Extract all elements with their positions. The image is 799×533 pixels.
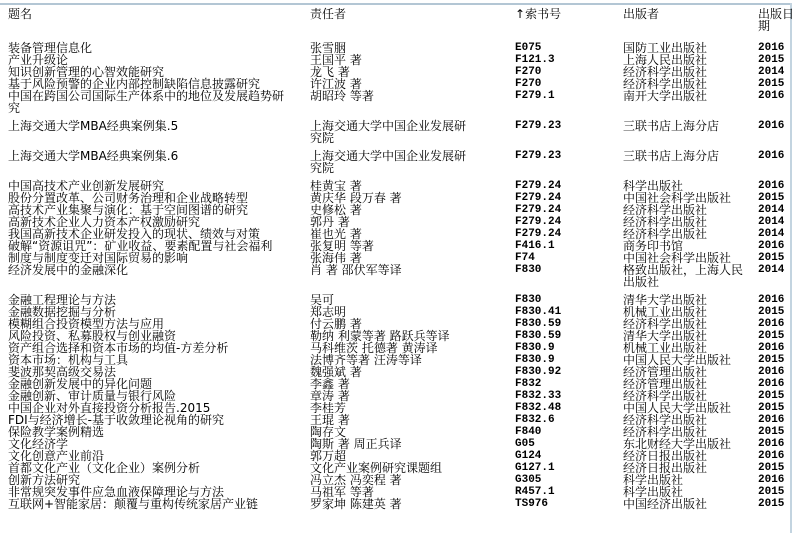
title-cell: 非常规突发事件应急血液保障理论与方法 xyxy=(8,485,225,499)
pub-year-cell: 2014 xyxy=(758,264,785,276)
author-cell: 胡昭玲 等著 xyxy=(310,89,374,103)
publisher-cell: 中国社会科学出版社 xyxy=(623,191,732,205)
pub-year-cell: 2016 xyxy=(758,378,785,390)
publisher-cell: 经济科学出版社 xyxy=(623,317,708,331)
author-cell: 章涛 著 xyxy=(310,389,350,403)
publisher-cell: 格致出版社，上海人民出版社 xyxy=(623,263,744,289)
pub-year-cell: 2016 xyxy=(758,42,785,54)
title-cell: 破解“资源诅咒”：矿业收益、要素配置与社会福利 xyxy=(8,239,273,253)
publisher-cell: 机械工业出版社 xyxy=(623,341,708,355)
title-cell: 资本市场：机构与工具 xyxy=(8,353,129,367)
publisher-cell: 经济科学出版社 xyxy=(623,227,708,241)
call-number-cell: F279.24 xyxy=(515,216,562,228)
author-cell: 郑志明 xyxy=(310,305,347,319)
call-number-cell: F121.3 xyxy=(515,54,555,66)
call-number-cell: F279.24 xyxy=(515,204,562,216)
call-number-cell: G124 xyxy=(515,450,542,462)
title-cell: 上海交通大学MBA经典案例集.5 xyxy=(8,119,179,133)
author-cell: 龙飞 著 xyxy=(310,65,350,79)
call-number-cell: F830.92 xyxy=(515,366,562,378)
call-number-cell: F279.24 xyxy=(515,228,562,240)
column-header-call-number-label: 索书号 xyxy=(525,7,562,21)
table-body xyxy=(8,42,796,510)
publisher-cell: 经济科学出版社 xyxy=(623,65,708,79)
pub-year-cell: 2016 xyxy=(758,180,785,192)
title-cell: 斐波那契高级交易法 xyxy=(8,365,117,379)
pub-year-cell: 2014 xyxy=(758,216,785,228)
title-cell: 中国企业对外直接投资分析报告.2015 xyxy=(8,401,211,415)
call-number-cell: E075 xyxy=(515,42,542,54)
pub-year-cell: 2015 xyxy=(758,402,785,414)
pub-year-cell: 2015 xyxy=(758,78,785,90)
title-cell: 经济发展中的金融深化 xyxy=(8,263,129,277)
pub-year-cell: 2014 xyxy=(758,204,785,216)
author-cell: 郭万超 xyxy=(310,449,347,463)
pub-year-cell: 2016 xyxy=(758,240,785,252)
row-group xyxy=(8,42,796,114)
author-cell: 勒纳 利蒙等著 路跃兵等译 xyxy=(310,329,450,343)
author-cell: 上海交通大学中国企业发展研究院 xyxy=(310,149,467,175)
author-cell: 马科维茨 托德著 黄涛译 xyxy=(310,341,438,355)
publisher-cell: 经济日报出版社 xyxy=(623,461,708,475)
column-header-title[interactable]: 题名 xyxy=(8,7,33,21)
publisher-cell: 中国经济出版社 xyxy=(623,497,708,511)
author-cell: 文化产业案例研究课题组 xyxy=(310,461,443,475)
call-number-cell: G127.1 xyxy=(515,462,555,474)
publisher-cell: 南开大学出版社 xyxy=(623,89,708,103)
author-cell: 陶存文 xyxy=(310,425,347,439)
publisher-cell: 国防工业出版社 xyxy=(623,41,708,55)
pub-year-cell: 2015 xyxy=(758,192,785,204)
table-row xyxy=(8,120,796,144)
author-cell: 张复明 等著 xyxy=(310,239,374,253)
author-cell: 陶斯 著 周正兵译 xyxy=(310,437,402,451)
pub-year-cell: 2016 xyxy=(758,318,785,330)
publisher-cell: 清华大学出版社 xyxy=(623,329,708,343)
call-number-cell: F279.24 xyxy=(515,180,562,192)
publisher-cell: 经济日报出版社 xyxy=(623,449,708,463)
title-cell: 金融工程理论与方法 xyxy=(8,293,117,307)
pub-year-cell: 2015 xyxy=(758,390,785,402)
title-cell: 产业升级论 xyxy=(8,53,69,67)
pub-year-cell: 2015 xyxy=(758,462,785,474)
pub-year-cell: 2015 xyxy=(758,330,785,342)
author-cell: 肖 著 邵伏军等译 xyxy=(310,263,402,277)
call-number-cell: F830.41 xyxy=(515,306,562,318)
publisher-cell: 三联书店上海分店 xyxy=(623,149,720,163)
title-cell: 知识创新管理的心智效能研究 xyxy=(8,65,165,79)
pub-year-cell: 2015 xyxy=(758,426,785,438)
title-cell: 互联网+智能家居：颠覆与重构传统家居产业链 xyxy=(8,497,259,511)
call-number-cell: F832.33 xyxy=(515,390,562,402)
pub-year-cell: 2016 xyxy=(758,414,785,426)
pub-year-cell: 2016 xyxy=(758,342,785,354)
publisher-cell: 机械工业出版社 xyxy=(623,305,708,319)
call-number-cell: F830 xyxy=(515,294,542,306)
table-row xyxy=(8,90,796,114)
publisher-cell: 科学出版社 xyxy=(623,179,684,193)
table-row xyxy=(8,264,796,288)
title-cell: 金融数据挖掘与分析 xyxy=(8,305,117,319)
title-cell: 高新技术企业人力资本产权激励研究 xyxy=(8,215,201,229)
author-cell: 王琨 著 xyxy=(310,413,350,427)
publisher-cell: 东北财经大学出版社 xyxy=(623,437,732,451)
pub-year-cell: 2015 xyxy=(758,54,785,66)
author-cell: 崔也光 著 xyxy=(310,227,362,241)
author-cell: 张雪胭 xyxy=(310,41,347,55)
publisher-cell: 经济科学出版社 xyxy=(623,389,708,403)
call-number-cell: F270 xyxy=(515,78,542,90)
title-cell: 装备管理信息化 xyxy=(8,41,93,55)
publisher-cell: 经济科学出版社 xyxy=(623,413,708,427)
results-table xyxy=(8,8,796,510)
call-number-cell: F832.6 xyxy=(515,414,555,426)
title-cell: 文化创意产业前沿 xyxy=(8,449,105,463)
column-header-author[interactable]: 责任者 xyxy=(310,7,347,21)
pub-year-cell: 2016 xyxy=(758,450,785,462)
call-number-cell: F832.48 xyxy=(515,402,562,414)
author-cell: 李鑫 著 xyxy=(310,377,350,391)
publisher-cell: 经济科学出版社 xyxy=(623,425,708,439)
pub-year-cell: 2014 xyxy=(758,66,785,78)
publisher-cell: 经济科学出版社 xyxy=(623,77,708,91)
call-number-cell: F832 xyxy=(515,378,542,390)
pub-year-cell: 2016 xyxy=(758,90,785,102)
sort-ascending-icon: ↑ xyxy=(515,7,526,21)
call-number-cell: F279.24 xyxy=(515,192,562,204)
author-cell: 许江波 著 xyxy=(310,77,362,91)
author-cell: 史修松 著 xyxy=(310,203,362,217)
call-number-cell: F279.23 xyxy=(515,150,562,162)
publisher-cell: 经济科学出版社 xyxy=(623,203,708,217)
table-header-row xyxy=(8,8,796,32)
pub-year-cell: 2016 xyxy=(758,120,785,132)
publisher-cell: 科学出版社 xyxy=(623,473,684,487)
author-cell: 张海伟 著 xyxy=(310,251,362,265)
author-cell: 李桂芳 xyxy=(310,401,347,415)
title-cell: 文化经济学 xyxy=(8,437,69,451)
pub-year-cell: 2015 xyxy=(758,252,785,264)
author-cell: 魏强斌 著 xyxy=(310,365,362,379)
publisher-cell: 三联书店上海分店 xyxy=(623,119,720,133)
call-number-cell: TS976 xyxy=(515,498,549,510)
author-cell: 上海交通大学中国企业发展研究院 xyxy=(310,119,467,145)
call-number-cell: F279.23 xyxy=(515,120,562,132)
publisher-cell: 清华大学出版社 xyxy=(623,293,708,307)
column-header-publisher[interactable]: 出版者 xyxy=(623,7,660,21)
publisher-cell: 经济科学出版社 xyxy=(623,215,708,229)
title-cell: 股份分置改革、公司财务治理和企业战略转型 xyxy=(8,191,249,205)
author-cell: 吴可 xyxy=(310,293,335,307)
title-cell: 中国高技术产业创新发展研究 xyxy=(8,179,165,193)
call-number-cell: F830.59 xyxy=(515,330,562,342)
publisher-cell: 中国社会科学出版社 xyxy=(623,251,732,265)
row-group xyxy=(8,120,796,144)
author-cell: 郭丹 著 xyxy=(310,215,350,229)
author-cell: 黄庆华 段万春 著 xyxy=(310,191,402,205)
title-cell: 中国在跨国公司国际生产体系中的地位及发展趋势研究 xyxy=(8,89,285,115)
title-cell: 创新方法研究 xyxy=(8,473,81,487)
title-cell: 风险投资、私募股权与创业融资 xyxy=(8,329,177,343)
author-cell: 罗家坤 陈建英 著 xyxy=(310,497,402,511)
title-cell: 资产组合选择和资本市场的均值-方差分析 xyxy=(8,341,229,355)
author-cell: 付云鹏 著 xyxy=(310,317,362,331)
title-cell: 我国高新技术企业研发投入的现状、绩效与对策 xyxy=(8,227,261,241)
call-number-cell: R457.1 xyxy=(515,486,555,498)
pub-year-cell: 2016 xyxy=(758,294,785,306)
call-number-cell: F270 xyxy=(515,66,542,78)
table-row xyxy=(8,498,796,510)
title-cell: 保险教学案例精选 xyxy=(8,425,105,439)
publisher-cell: 中国人民大学出版社 xyxy=(623,401,732,415)
row-group xyxy=(8,180,796,288)
title-cell: 高技术产业集聚与演化：基于空间图谱的研究 xyxy=(8,203,249,217)
row-group xyxy=(8,294,796,510)
title-cell: FDI与经济增长-基于收敛理论视角的研究 xyxy=(8,413,225,427)
call-number-cell: F830.9 xyxy=(515,342,555,354)
title-cell: 基于风险预警的企业内部控制缺陷信息披露研究 xyxy=(8,77,261,91)
call-number-cell: F830 xyxy=(515,264,542,276)
table-top-border xyxy=(0,3,792,5)
pub-year-cell: 2015 xyxy=(758,498,785,510)
publisher-cell: 科学出版社 xyxy=(623,485,684,499)
call-number-cell: F74 xyxy=(515,252,535,264)
publisher-cell: 中国人民大学出版社 xyxy=(623,353,732,367)
call-number-cell: F830.9 xyxy=(515,354,555,366)
author-cell: 王国平 著 xyxy=(310,53,362,67)
author-cell: 法博齐等著 汪涛等译 xyxy=(310,353,422,367)
column-header-pub-date[interactable]: 出版日期 xyxy=(758,7,795,33)
title-cell: 金融创新、审计质量与银行风险 xyxy=(8,389,177,403)
pub-year-cell: 2015 xyxy=(758,306,785,318)
table-row xyxy=(8,150,796,174)
title-cell: 金融创新发展中的异化问题 xyxy=(8,377,153,391)
call-number-cell: F279.1 xyxy=(515,90,555,102)
author-cell: 马祖军 等著 xyxy=(310,485,374,499)
row-group xyxy=(8,150,796,174)
pub-year-cell: 2016 xyxy=(758,150,785,162)
call-number-cell: G05 xyxy=(515,438,535,450)
call-number-cell: F840 xyxy=(515,426,542,438)
title-cell: 模糊组合投资模型方法与应用 xyxy=(8,317,165,331)
publisher-cell: 经济管理出版社 xyxy=(623,365,708,379)
pub-year-cell: 2015 xyxy=(758,354,785,366)
pub-year-cell: 2016 xyxy=(758,438,785,450)
call-number-cell: G305 xyxy=(515,474,542,486)
publisher-cell: 上海人民出版社 xyxy=(623,53,708,67)
author-cell: 桂黄宝 著 xyxy=(310,179,362,193)
title-cell: 上海交通大学MBA经典案例集.6 xyxy=(8,149,179,163)
pub-year-cell: 2016 xyxy=(758,366,785,378)
pub-year-cell: 2014 xyxy=(758,228,785,240)
pub-year-cell: 2016 xyxy=(758,474,785,486)
author-cell: 冯立杰 冯奕程 著 xyxy=(310,473,402,487)
column-header-call-number[interactable] xyxy=(515,8,623,20)
publisher-cell: 经济管理出版社 xyxy=(623,377,708,391)
title-cell: 制度与制度变迁对国际贸易的影响 xyxy=(8,251,189,265)
pub-year-cell: 2015 xyxy=(758,486,785,498)
call-number-cell: F416.1 xyxy=(515,240,555,252)
publisher-cell: 商务印书馆 xyxy=(623,239,684,253)
title-cell: 首都文化产业（文化企业）案例分析 xyxy=(8,461,201,475)
call-number-cell: F830.59 xyxy=(515,318,562,330)
